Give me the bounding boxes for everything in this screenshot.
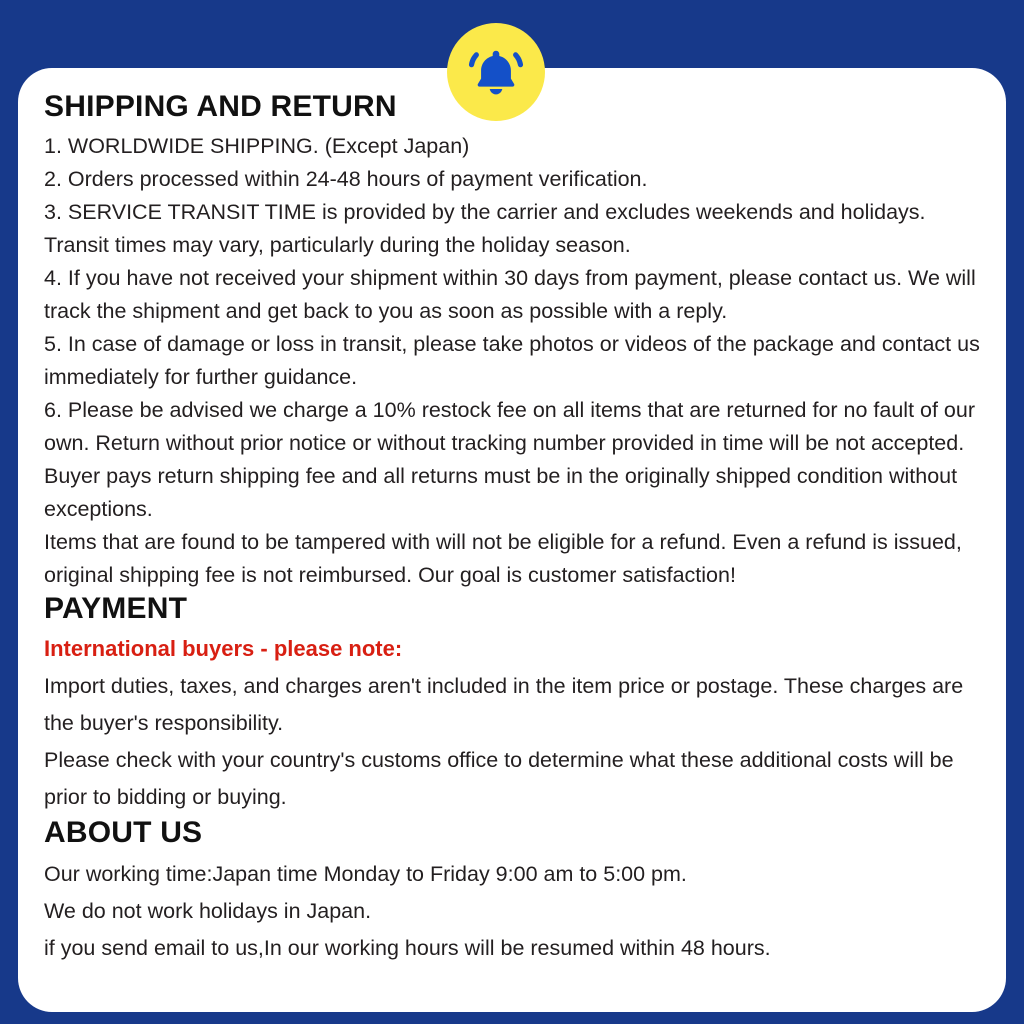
international-buyers-note: International buyers - please note:	[44, 636, 403, 661]
shipping-line: 2. Orders processed within 24-48 hours of payment verification.	[44, 167, 648, 191]
about-line: if you send email to us,In our working hours will be resumed within 48 hours.	[44, 936, 771, 960]
about-line: We do not work holidays in Japan.	[44, 899, 372, 923]
payment-line: Please check with your country's customs office to determine what these additional costs will be prior to bidding or buying.	[44, 748, 954, 809]
notification-badge	[447, 23, 545, 121]
shipping-line: Items that are found to be tampered with will not be eligible for a refund. Even a refund is issued, original shipping fee is not reimbursed. Our goal is customer satisfaction!	[44, 530, 962, 587]
shipping-line: 6. Please be advised we charge a 10% restock fee on all items that are returned for no fault of our own. Return without prior notice or without tracking number provided in time will be not accepted. Buyer pays return shipping fee and all returns must be in the originally shipped condition without exceptions.	[44, 398, 976, 521]
about-section-body	[44, 856, 980, 967]
shipping-line: 3. SERVICE TRANSIT TIME is provided by the carrier and excludes weekends and holidays. Transit times may vary, particularly during the holiday season.	[44, 200, 926, 257]
shipping-line: 4. If you have not received your shipment within 30 days from payment, please contact us. We will track the shipment and get back to you as soon as possible with a reply.	[44, 266, 976, 323]
policy-card	[18, 68, 1006, 1012]
shipping-line: 1. WORLDWIDE SHIPPING. (Except Japan)	[44, 134, 470, 158]
about-section-title: ABOUT US	[44, 816, 203, 849]
shipping-section-title: SHIPPING AND RETURN	[44, 90, 397, 123]
about-line: Our working time:Japan time Monday to Friday 9:00 am to 5:00 pm.	[44, 862, 687, 886]
bell-icon	[465, 41, 527, 103]
shipping-section-body	[44, 130, 980, 592]
shipping-line: 5. In case of damage or loss in transit, please take photos or videos of the package and contact us immediately for further guidance.	[44, 332, 980, 389]
payment-line: Import duties, taxes, and charges aren't included in the item price or postage. These charges are the buyer's responsibility.	[44, 674, 964, 735]
payment-section-body	[44, 632, 980, 816]
payment-section-title: PAYMENT	[44, 592, 188, 625]
